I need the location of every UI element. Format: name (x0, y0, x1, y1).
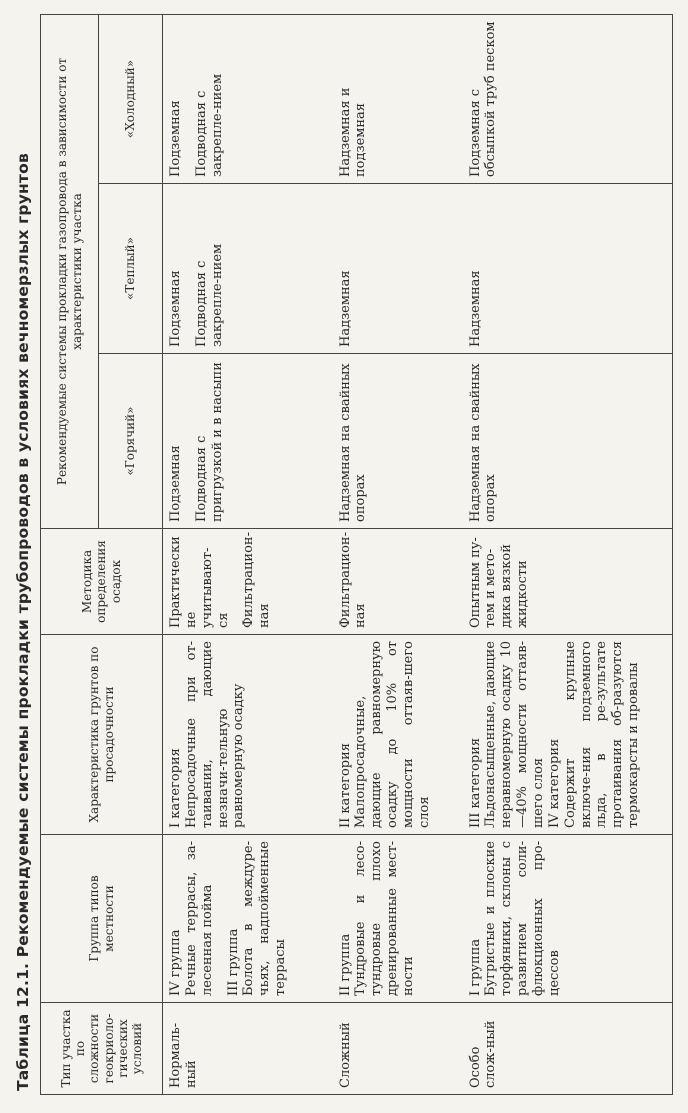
header-group: Группа типов местности (41, 835, 163, 1003)
category-text: Непросадочные при от-таивании, дающие незначи-тельную равномерную осадку (183, 641, 247, 828)
cell-method (163, 529, 333, 635)
cell-cold (163, 15, 333, 184)
system-text: Подземная (168, 270, 183, 347)
category-text: Малопросадочные, дающие равномерную осадку до 10% от мощности оттаяв-шего слоя (353, 641, 432, 828)
group-text: Тундровые и лесо-тундровые плохо дренированные мест-ности (353, 841, 416, 996)
table-row (463, 15, 673, 1095)
cell-warm (163, 184, 333, 354)
system-text: Подводная с закрепле-нием (193, 73, 225, 177)
category-name: IV категория (546, 738, 562, 828)
header-hot: «Горячий» (99, 354, 163, 529)
header-method: Методика определения осадок (41, 529, 163, 635)
category-name: II категория (337, 743, 353, 828)
table-row (163, 15, 333, 1095)
cell-type: Сложный (333, 1003, 463, 1095)
table-caption: Таблица 12.1. Рекомендуемые системы прокладки трубопроводов в условиях вечномерзлых грунтов (14, 153, 32, 1091)
category-text: Льдонасыщенные, дающие неравномерную осадку 10—40% мощности оттаяв-шего слоя (483, 641, 546, 828)
system-text: Подводная с пригрузкой и в насыпи (193, 362, 225, 522)
header-warm: «Теплый» (99, 184, 163, 354)
header-type: Тип участка по сложности геокриоло-гических условий (41, 1003, 163, 1095)
cell-hot (163, 354, 333, 529)
system-text: Подземная (168, 445, 183, 522)
category-name: III категория (467, 737, 483, 828)
method-text: Практически не учитывают-ся (168, 536, 231, 628)
cell-group (333, 835, 463, 1003)
table-row (333, 15, 463, 1095)
system-text: Подземная (168, 100, 183, 177)
header-cold: «Холодный» (99, 15, 163, 184)
method-text: Фильтрацион-ная (241, 532, 273, 628)
group-text: Бугристые и плоские торфяники, склоны с развитием соли-флюкционных про-цессов (483, 841, 562, 996)
group-name: IV группа (168, 929, 183, 996)
group-text: Речные террасы, за-лесенная пойма (183, 841, 215, 996)
cell-hot: Надземная на свайных опорах (333, 354, 463, 529)
cell-cold: Надземная и подземная (333, 15, 463, 184)
cell-type: Особо слож-ный (463, 1003, 673, 1095)
cell-warm: Надземная (333, 184, 463, 354)
group-name: II группа (337, 933, 353, 996)
cell-group (463, 835, 673, 1003)
recommendations-table (40, 14, 673, 1095)
cell-characteristic (463, 635, 673, 835)
cell-group (163, 835, 333, 1003)
group-name: I группа (467, 938, 483, 996)
cell-cold: Подземная с обсыпкой труб песком (463, 15, 673, 184)
cell-type: Нормаль-ный (163, 1003, 333, 1095)
category-text: Содержит крупные включе-ния подземного льда, в ре-зультате протаивания об-разуются термокарсты и провалы (562, 641, 642, 828)
system-text: Подводная с закрепле-нием (193, 243, 225, 347)
cell-characteristic (333, 635, 463, 835)
category-name: I категория (168, 748, 183, 828)
header-characteristic: Характеристика грунтов по просадочности (41, 635, 163, 835)
header-systems: Рекомендуемые системы прокладки газопровода в зависимости от характеристики участка (41, 15, 99, 529)
cell-method: Фильтрацион-ная (333, 529, 463, 635)
group-name: III группа (225, 928, 241, 996)
cell-hot: Надземная на свайных опорах (463, 354, 673, 529)
group-text: Болота в междуре-чьях, надпойменные террасы (241, 841, 289, 996)
cell-warm: Надземная (463, 184, 673, 354)
cell-characteristic (163, 635, 333, 835)
cell-method: Опытным пу-тем и мето-дика вязкой жидкости (463, 529, 673, 635)
